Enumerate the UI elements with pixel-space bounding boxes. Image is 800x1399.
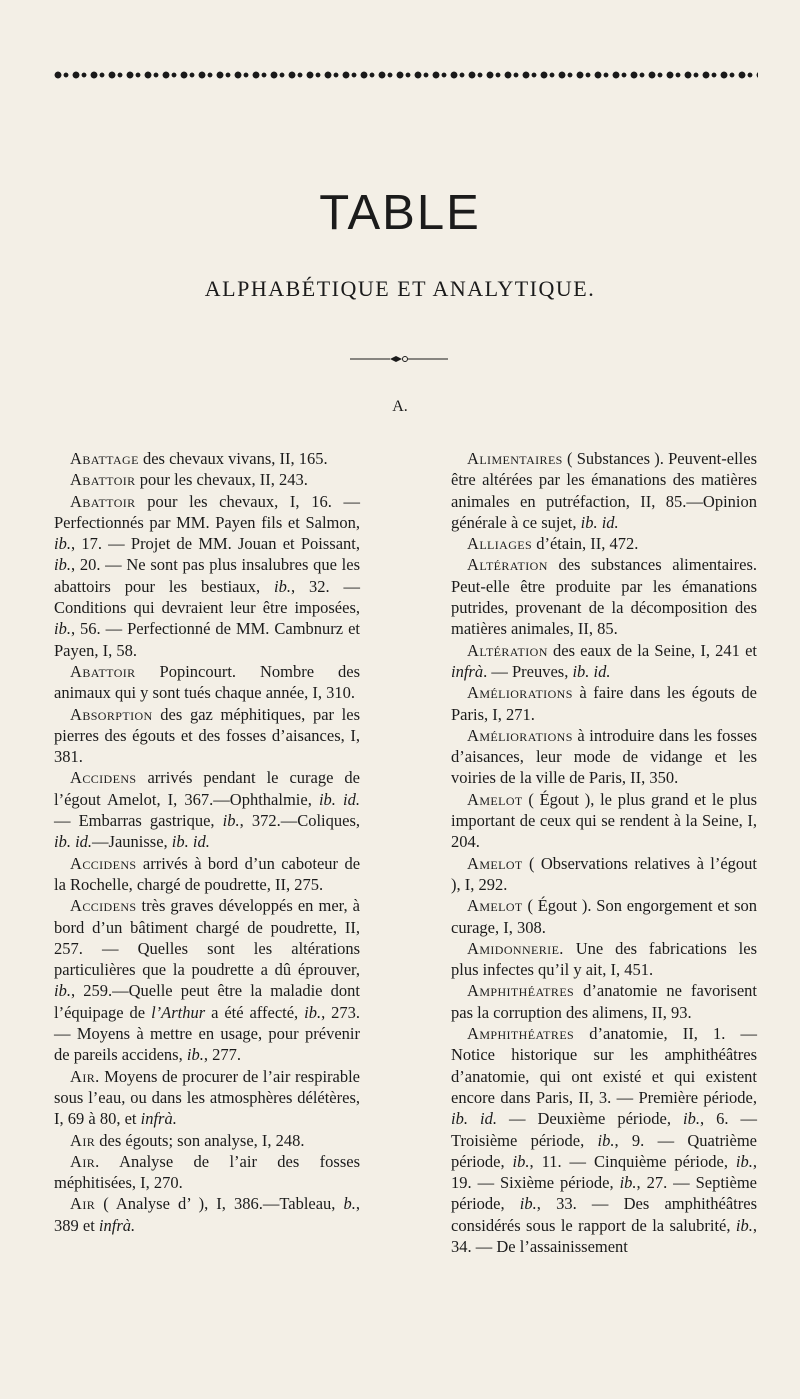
entry-text: des gaz méphitiques, par les pierres des égouts et des fosses d’aisances, I, 381. (54, 704, 360, 767)
index-entry (54, 1151, 360, 1194)
entry-headword: Accidens (70, 896, 137, 916)
entry-headword: Amelot (467, 853, 523, 873)
entry-text: Popincourt. Nombre des animaux qui y sont tués chaque année, I, 310. (54, 661, 360, 703)
entry-text: ib. (54, 981, 71, 1001)
entry-headword: Alimentaires (467, 449, 563, 468)
index-entry (54, 1130, 360, 1151)
entry-text: ib. (735, 1151, 753, 1171)
entry-text: des substances alimentaires. Peut-elle être produite par les émanations putrides, provenant de la décomposition des matières animales, II, 85. (451, 555, 757, 639)
index-entry (54, 1066, 360, 1130)
entry-text: , 372.—Coliques, (239, 811, 361, 831)
entry-text: ib. (54, 555, 71, 575)
entry-text: infrà. (140, 1109, 177, 1129)
index-entry (451, 682, 757, 725)
entry-headword: Air (70, 1194, 96, 1214)
entry-text: des chevaux vivans, II, 165. (142, 449, 328, 468)
index-entry (451, 725, 757, 789)
entry-text: , 20. — Ne sont pas plus insalubres que les abattoirs pour les bestiaux, (54, 555, 360, 596)
entry-text: , 17. — Projet de MM. Jouan et Poissant, (70, 534, 360, 554)
entry-text: des égouts; son analyse, I, 248. (99, 1130, 305, 1150)
index-entry (451, 533, 757, 554)
index-entry (451, 938, 757, 981)
entry-text: pour les chevaux, II, 243. (139, 470, 308, 490)
entry-text: , 34. — De l’assainissement (451, 1215, 757, 1256)
entry-text: infrà (451, 661, 484, 681)
entry-text: , 277. (203, 1045, 241, 1065)
entry-headword: Amelot (467, 789, 523, 809)
entry-headword: Absorption (70, 704, 153, 724)
entry-headword: Améliorations (467, 683, 573, 703)
entry-text: , 11. — Cinquième période, (529, 1151, 736, 1171)
entry-text: , 56. — Perfectionné de MM. Cambnurz et Payen, I, 58. (54, 619, 360, 660)
index-entry (54, 704, 360, 768)
entry-text: ib. (512, 1151, 530, 1171)
index-entry (451, 853, 757, 896)
entry-text: ib. (519, 1194, 537, 1214)
ornament-band (52, 67, 758, 83)
index-entry (451, 789, 757, 853)
entry-text: ib. (186, 1045, 204, 1065)
entry-text: ib. (304, 1002, 322, 1022)
index-entry (54, 448, 360, 469)
entry-text: ib. id. (451, 1109, 497, 1129)
entry-text: — Deuxième période, (496, 1109, 683, 1129)
entry-text: . — Preuves, (483, 661, 573, 681)
entry-headword: Accidens (70, 853, 137, 873)
entry-headword: Abattoir (70, 491, 136, 511)
index-entry (54, 895, 360, 1065)
entry-headword: Air. (70, 1066, 100, 1086)
entry-text: , 27. — Septième période, (451, 1173, 757, 1214)
entry-text: Analyse de l’air des fosses méphitisées, I, 270. (54, 1151, 360, 1193)
entry-text: , 19. — Sixième période, (451, 1151, 757, 1193)
entry-text: à faire dans les égouts de Paris, I, 271. (451, 683, 757, 724)
index-entry (54, 469, 360, 490)
entry-text: Une des fabrications les plus infectes qu’il y ait, I, 451. (451, 938, 758, 980)
entry-headword: Altération (467, 555, 548, 575)
entry-headword: Abattoir (70, 661, 136, 681)
entry-headword: Alliages (467, 534, 533, 554)
entry-text: à introduire dans les fosses d’aisances, leur mode de vidange et les voiries de la ville de Paris, II, 350. (451, 725, 758, 788)
entry-text: , 32. — Conditions qui devraient leur être imposées, (54, 576, 360, 618)
entry-text: ib. id. (171, 832, 210, 852)
entry-text: ( Égout ), le plus grand et le plus important de ceux qui se rendent à la Seine, I, 204. (451, 789, 757, 852)
entry-headword: Amphithéatres (467, 981, 575, 1001)
page-title: TABLE (319, 186, 481, 240)
entry-headword: Altération (467, 640, 548, 660)
entry-headword: Abattoir (70, 470, 136, 490)
entry-text: — Embarras gastrique, (54, 811, 223, 831)
entry-text: ( Analyse d’ ), I, 386.—Tableau, (103, 1194, 344, 1214)
page-subtitle: ALPHABÉTIQUE ET ANALYTIQUE. (204, 276, 596, 301)
index-entry (54, 767, 360, 852)
entry-text: , 273. — Moyens à mettre en usage, pour prévenir de pareils accidens, (54, 1002, 361, 1065)
entry-headword: Abattage (70, 449, 139, 468)
entry-text: ib. (682, 1109, 700, 1129)
entry-text: ib. (222, 811, 240, 831)
index-column-right (451, 448, 757, 1257)
index-column-left (54, 448, 360, 1236)
index-entry (54, 661, 360, 704)
entry-text: ib. (597, 1130, 615, 1150)
entry-text: Moyens de procurer de l’air respirable sous l’eau, ou dans les atmosphères délétères, I, 69 à 80, et (54, 1066, 360, 1129)
entry-text: , 6. — Troisième période, (451, 1109, 758, 1150)
entry-text: a été affecté, (205, 1002, 305, 1022)
entry-text: , 389 et (54, 1194, 360, 1235)
entry-text: , 9. — Quatrième période, (451, 1130, 757, 1171)
entry-text: des eaux de la Seine, I, 241 et (553, 640, 757, 660)
entry-text: ib. (54, 619, 71, 639)
entry-text: pour les chevaux, I, 16. — Perfectionnés par MM. Payen fils et Salmon, (54, 491, 360, 532)
entry-headword: Amphithéatres (467, 1024, 575, 1044)
index-entry (451, 1023, 757, 1257)
entry-text: très graves développés en mer, à bord d’un bâtiment chargé de poudrette, II, 257. — Quelles sont les altérations particulières que la poudrette a dû éprouver, (54, 896, 360, 980)
index-entry (54, 491, 360, 661)
index-entry (451, 640, 757, 683)
entry-headword: Accidens (70, 768, 137, 788)
entry-text: b. (343, 1194, 356, 1214)
entry-text: d’anatomie ne favorisent pas la corruption des alimens, II, 93. (451, 981, 757, 1022)
entry-text: ib. (735, 1215, 753, 1235)
entry-headword: Améliorations (467, 725, 573, 745)
entry-text: ( Substances ). Peuvent-elles être altérées par les émanations des matières animales en putréfaction, II, 85.—Opinion générale à ce sujet, (451, 449, 758, 532)
section-letter: A. (392, 398, 408, 415)
index-entry (451, 980, 757, 1023)
entry-text: d’anatomie, II, 1. — Notice historique sur les amphithéâtres d’anatomie, qui ont existé et qui existent encore dans Paris, II, 3. — Première période, (451, 1024, 757, 1107)
entry-text: ib. id. (580, 512, 619, 532)
entry-text: ib. id. (572, 661, 611, 681)
entry-text: arrivés à bord d’un caboteur de la Rochelle, chargé de poudrette, II, 275. (54, 853, 361, 894)
entry-headword: Air (70, 1130, 96, 1150)
ornamental-divider (350, 354, 448, 364)
entry-text: ib. id. (54, 832, 93, 852)
index-entry (54, 853, 360, 896)
entry-text: l’Arthur (151, 1002, 206, 1022)
entry-headword: Amidonnerie. (467, 938, 564, 958)
index-entry (451, 554, 757, 639)
entry-headword: Air. (70, 1151, 100, 1171)
entry-text: ( Observations relatives à l’égout ), I, 292. (451, 853, 758, 894)
index-entry (54, 1193, 360, 1236)
entry-text: d’étain, II, 472. (536, 534, 639, 554)
entry-text: arrivés pendant le curage de l’égout Amelot, I, 367.—Ophthalmie, (54, 768, 361, 809)
entry-text: , 33. — Des amphithéâtres considérés sous le rapport de la salubrité, (451, 1194, 757, 1235)
index-entry (451, 895, 757, 938)
entry-headword: Amelot (467, 896, 523, 916)
entry-text: infrà. (98, 1215, 136, 1235)
index-entry (451, 448, 757, 533)
entry-text: ib. (54, 534, 71, 554)
entry-text: , 259.—Quelle peut être la maladie dont l’équipage de (54, 981, 360, 1022)
entry-text: ib. id. (318, 789, 360, 809)
entry-text: ( Égout ). Son engorgement et son curage, I, 308. (451, 896, 757, 937)
entry-text: ib. (274, 576, 291, 596)
entry-text: ib. (619, 1173, 637, 1193)
entry-text: —Jaunisse, (92, 832, 172, 852)
